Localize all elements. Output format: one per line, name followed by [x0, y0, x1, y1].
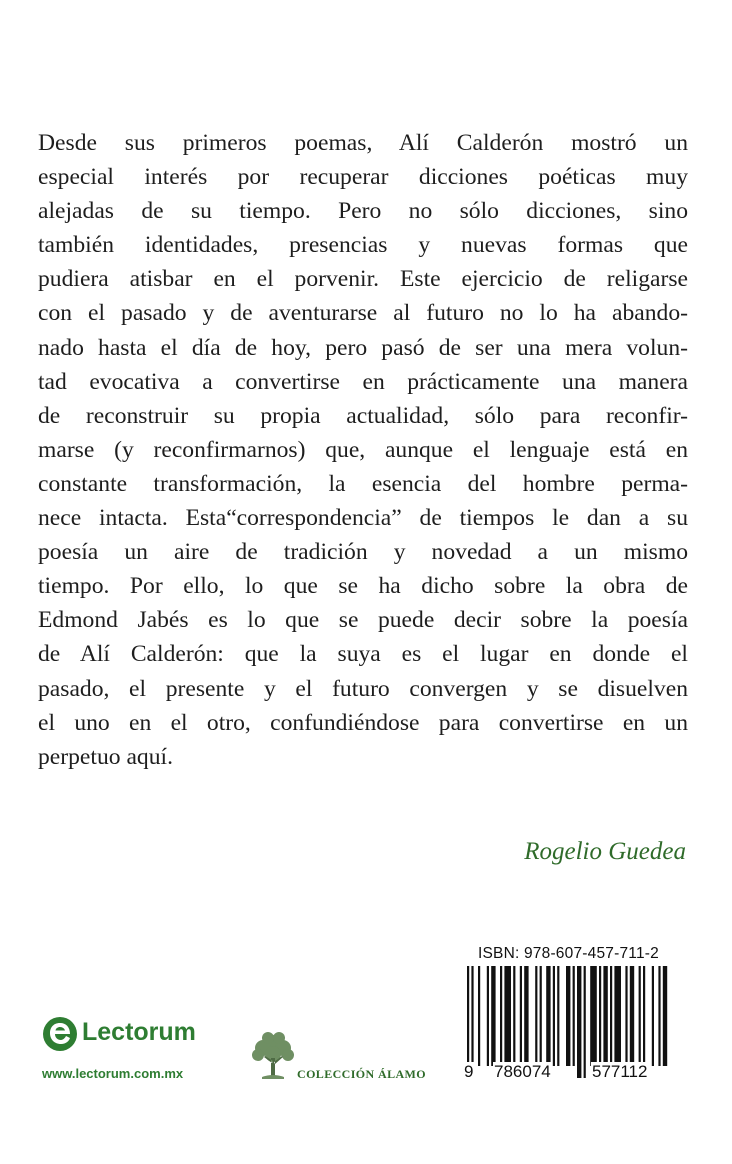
blurb-line: pasado, el presente y el futuro convergen y se disuelven [38, 675, 688, 702]
blurb-line: constante transformación, la esencia del hombre perma- [38, 470, 688, 497]
blurb-line: de reconstruir su propia actualidad, sólo para reconfir- [38, 402, 688, 429]
blurb-text [38, 126, 688, 774]
blurb-line: también identidades, presencias y nuevas formas que [38, 232, 688, 259]
blurb-line: tad evocativa a convertirse en prácticamente una manera [38, 368, 688, 395]
blurb-line: Desde sus primeros poemas, Alí Calderón mostró un [38, 130, 688, 156]
blurb-line: nece intacta. Esta“correspondencia” de tiempos le dan a su [38, 505, 688, 532]
barcode-digit-lead: 9 [464, 1062, 474, 1081]
blurb-line: nado hasta el día de hoy, pero pasó de ser una mera volun- [38, 334, 688, 361]
barcode-bar [478, 966, 480, 1066]
blurb-line: perpetuo aquí. [38, 743, 173, 770]
author-signature: Rogelio Guedea [524, 838, 686, 865]
blurb-line: el uno en el otro, confundiéndose para convertirse en un [38, 709, 688, 736]
blurb-line: alejadas de su tiempo. Pero no sólo dicciones, sino [38, 198, 688, 225]
barcode-bar [500, 966, 502, 1066]
barcode-digit-left: 786074 [494, 1062, 551, 1081]
barcode-bar [504, 966, 511, 1066]
barcode-bar [590, 966, 597, 1066]
blurb-line: de Alí Calderón: que la suya es el lugar en donde el [38, 641, 688, 668]
barcode-bar [491, 966, 495, 1066]
barcode-bar [513, 966, 515, 1066]
barcode-bar [630, 966, 634, 1066]
barcode-bar [573, 966, 575, 1066]
publisher-name: Lectorum [82, 1018, 196, 1046]
barcode-bar [625, 966, 627, 1066]
barcode-bar [540, 966, 542, 1066]
barcode-bar [663, 966, 667, 1066]
barcode-bar [566, 966, 570, 1066]
blurb-line: pudiera atisbar en el porvenir. Este ejercicio de religarse [38, 266, 688, 293]
barcode-digit-right: 577112 [592, 1062, 648, 1081]
publisher-url: www.lectorum.com.mx [42, 1066, 184, 1081]
blurb-line: marse (y reconfirmarnos) que, aunque el lenguaje está en [38, 436, 688, 463]
barcode-bar [610, 966, 612, 1066]
barcode-bar [603, 966, 607, 1066]
barcode-bar [546, 966, 550, 1066]
blurb-line: tiempo. Por ello, lo que se ha dicho sobre la obra de [38, 573, 688, 600]
barcode-bar [557, 966, 559, 1066]
barcode-bar [643, 966, 645, 1066]
barcode-bar [487, 966, 489, 1066]
barcode-bar [520, 966, 522, 1066]
isbn-label: ISBN: 978-607-457-711-2 [478, 945, 659, 962]
tree-icon [250, 1030, 296, 1082]
blurb-line: Edmond Jabés es lo que se puede decir sobre la poesía [38, 607, 688, 634]
barcode-bar [652, 966, 654, 1066]
blurb-line: con el pasado y de aventurarse al futuro no lo ha abando- [38, 300, 688, 327]
barcode-bar [553, 966, 555, 1066]
barcode-bar [535, 966, 537, 1066]
blurb-line: poesía un aire de tradición y novedad a un mismo [38, 539, 688, 566]
barcode-digits [463, 1062, 673, 1084]
barcode-bar [658, 966, 660, 1066]
barcode-bar [614, 966, 621, 1066]
barcode-bar [524, 966, 528, 1066]
barcode-bar [639, 966, 641, 1066]
barcode-bar [599, 966, 601, 1066]
collection-name: COLECCIÓN ÁLAMO [297, 1067, 427, 1081]
lectorum-logo-icon [42, 1016, 78, 1052]
blurb-line: especial interés por recuperar dicciones poéticas muy [38, 164, 688, 191]
